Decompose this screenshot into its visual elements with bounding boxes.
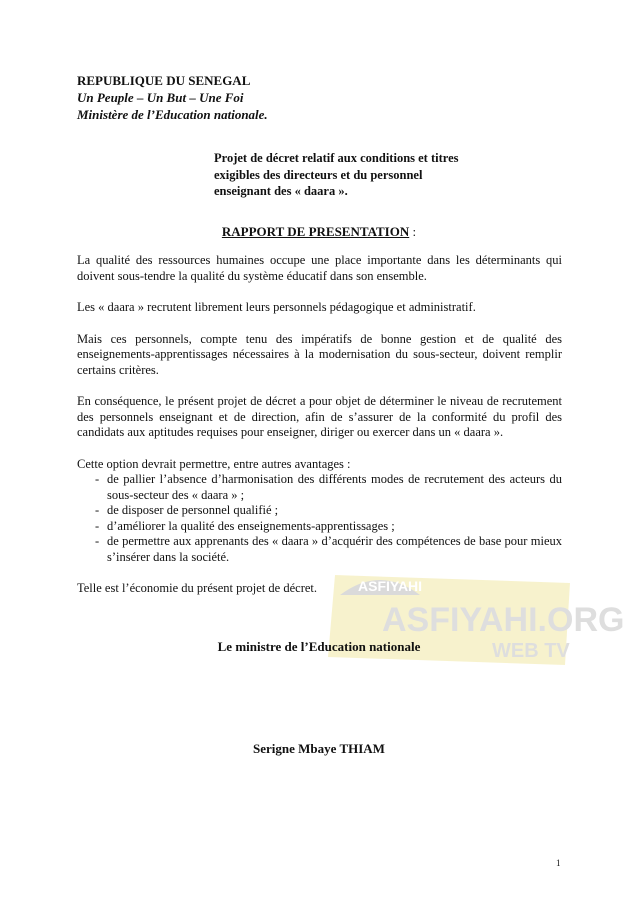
list-item-text: de disposer de personnel qualifié ;	[107, 503, 279, 517]
watermark-main-text: ASFIYAHI.ORG	[382, 601, 625, 639]
paragraph: Cette option devrait permettre, entre autres avantages :	[77, 456, 351, 471]
country-name: REPUBLIQUE DU SENEGAL	[77, 73, 251, 88]
list-item	[77, 534, 562, 565]
list-item	[77, 503, 562, 519]
project-title-line: Projet de décret relatif aux conditions et titres	[214, 151, 459, 165]
report-body	[77, 253, 562, 613]
section-suffix: :	[409, 224, 417, 239]
paragraph: La qualité des ressources humaines occupe une place importante dans les déterminants qui doivent sous-tendre la qualité du système éducatif dans son ensemble.	[77, 253, 562, 283]
project-title-line: exigibles des directeurs et du personnel	[214, 167, 423, 182]
list-marker: -	[95, 472, 100, 486]
paragraph: Telle est l’économie du présent projet de décret.	[77, 581, 317, 595]
list-item	[77, 472, 562, 503]
ministry-name: Ministère de l’Education nationale.	[77, 107, 268, 122]
paragraph: En conséquence, le présent projet de décret a pour objet de déterminer le niveau de recrutement des personnels enseignant et de direction, afin de s’assurer de la conformité du profil des candidats aux aptitudes requises pour enseigner, diriger ou exercer dans un « daara ».	[77, 394, 562, 439]
national-motto: Un Peuple – Un But – Une Foi	[77, 90, 244, 105]
letterhead	[77, 72, 268, 123]
list-item	[77, 519, 562, 535]
list-marker: -	[95, 503, 100, 517]
watermark-sub-text: WEB TV	[492, 640, 570, 662]
list-item-text: d’améliorer la qualité des enseignements-apprentissages ;	[107, 518, 395, 533]
signatory-name: Serigne Mbaye THIAM	[253, 741, 385, 756]
list-item-text: de permettre aux apprenants des « daara » d’acquérir des compétences de base pour mieux s’insérer dans la société.	[107, 534, 562, 564]
watermark-badge: ASFIYAHI	[358, 578, 423, 594]
paragraph: Mais ces personnels, compte tenu des impératifs de bonne gestion et de qualité des enseignements-apprentissages nécessaires à la modernisation du sous-secteur, doivent remplir certains critères.	[77, 331, 562, 377]
project-title	[214, 150, 514, 200]
list-marker: -	[95, 534, 100, 548]
advantages-list	[77, 472, 562, 565]
list-marker: -	[95, 518, 100, 533]
project-title-line: enseignant des « daara ».	[214, 184, 348, 198]
signatory-title: Le ministre de l’Education nationale	[217, 639, 421, 654]
section-title: RAPPORT DE PRESENTATION	[221, 224, 410, 239]
list-item-text: de pallier l’absence d’harmonisation des différents modes de recrutement des acteurs du sous-secteur des « daara » ;	[107, 472, 562, 502]
page-number: 1	[556, 858, 561, 868]
section-heading	[0, 224, 638, 240]
paragraph: Les « daara » recrutent librement leurs personnels pédagogique et administratif.	[77, 300, 476, 314]
